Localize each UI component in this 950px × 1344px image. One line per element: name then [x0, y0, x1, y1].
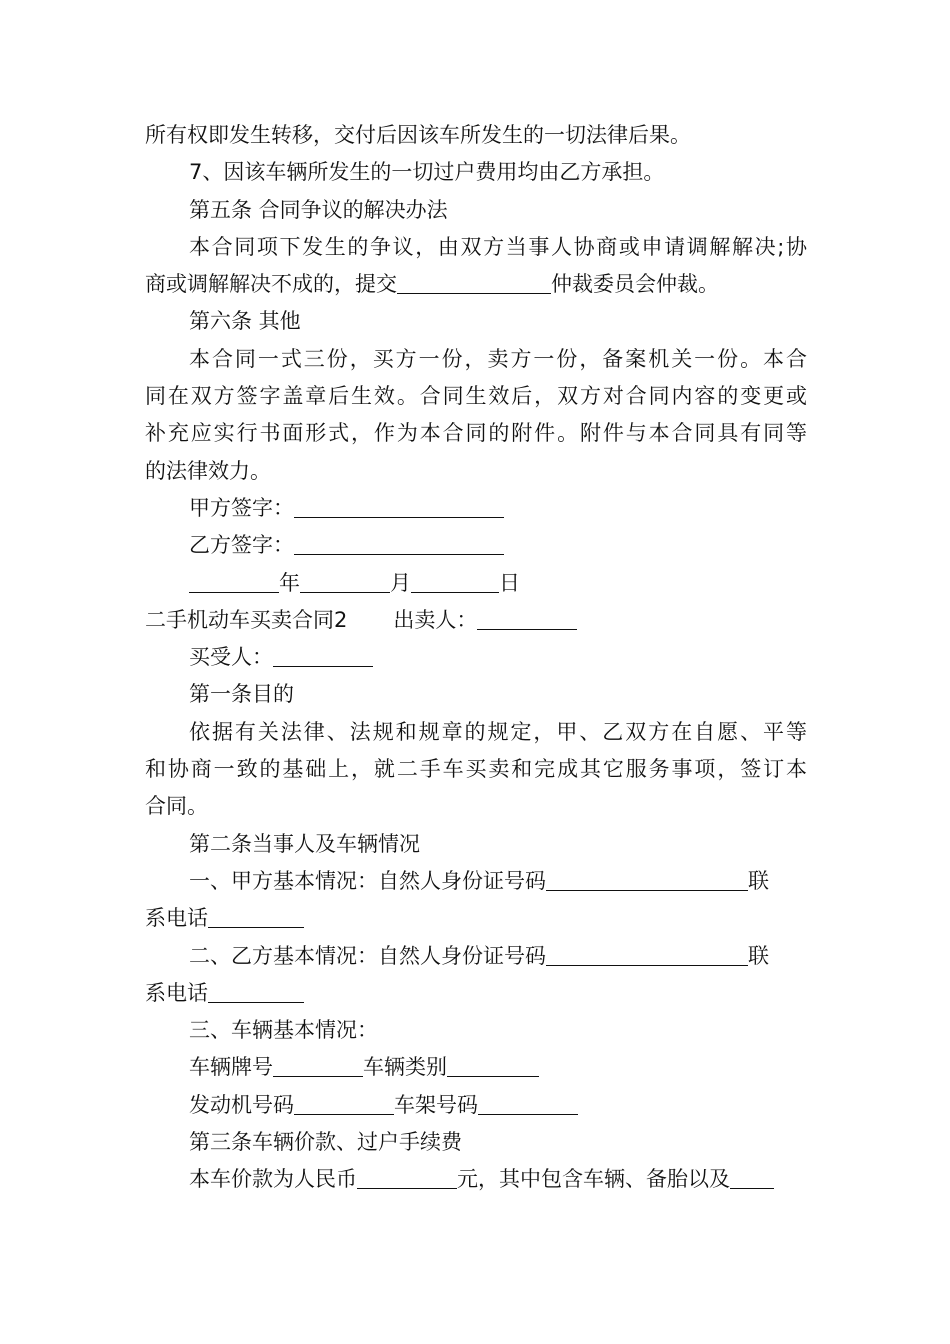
section-heading: 第二条当事人及车辆情况 [189, 831, 420, 856]
text-segment: 二、乙方基本情况：自然人身份证号码 [189, 943, 546, 968]
blank-signature-a [294, 493, 504, 518]
paragraph-line: 补充应实行书面形式，作为本合同的附件。附件与本合同具有同等 [145, 421, 807, 446]
paragraph-line: 依据有关法律、法规和规章的规定，甲、乙双方在自愿、平等 [189, 719, 807, 744]
price-line [145, 1161, 807, 1198]
paragraph-line: 和协商一致的基础上，就二手车买卖和完成其它服务事项，签订本 [145, 757, 807, 782]
section-heading: 第五条 合同争议的解决办法 [189, 197, 448, 222]
party-a-info-line [145, 863, 807, 900]
paragraph-line [145, 266, 807, 303]
blank-included-items [730, 1164, 774, 1189]
seller-label: 出卖人： [393, 607, 478, 632]
section-heading: 三、车辆基本情况： [189, 1018, 378, 1043]
blank-party-b-id [546, 941, 748, 966]
vehicle-engine-line [145, 1087, 807, 1124]
blank-party-a-phone [208, 903, 304, 928]
text-segment: 本车价款为人民币 [189, 1167, 357, 1192]
text-segment: 元，其中包含车辆、备胎以及 [457, 1167, 730, 1192]
date-day-label: 日 [499, 570, 520, 595]
text-segment: 一、甲方基本情况：自然人身份证号码 [189, 868, 546, 893]
blank-buyer [273, 642, 373, 667]
text-segment: 车辆类别 [363, 1055, 447, 1080]
blank-day [411, 568, 499, 593]
blank-party-a-id [546, 866, 748, 891]
phone-label: 系电话 [145, 980, 208, 1005]
signature-label: 乙方签字： [189, 533, 294, 558]
text-segment: 联 [748, 943, 769, 968]
date-year-label: 年 [279, 570, 300, 595]
text-segment: 发动机号码 [189, 1092, 294, 1117]
blank-arbitration-committee [397, 269, 551, 294]
paragraph-line: 所有权即发生转移，交付后因该车所发生的一切法律后果。 [145, 123, 691, 147]
text-segment: 商或调解解决不成的，提交 [145, 272, 397, 297]
section-heading: 第六条 其他 [189, 309, 301, 334]
blank-year [189, 568, 279, 593]
text-segment: 车架号码 [394, 1092, 478, 1117]
contract-title: 二手机动车买卖合同2 [145, 607, 348, 632]
party-b-phone-line [145, 975, 807, 1012]
blank-seller [477, 605, 577, 630]
blank-engine-no [294, 1090, 394, 1115]
text-segment: 仲裁委员会仲裁。 [551, 272, 719, 297]
paragraph-line: 同在双方签字盖章后生效。合同生效后，双方对合同内容的变更或 [145, 384, 807, 409]
signature-line-party-b [145, 527, 807, 564]
text-segment: 联 [748, 868, 769, 893]
date-line [145, 565, 807, 602]
buyer-line [145, 639, 807, 676]
blank-vehicle-type [447, 1052, 539, 1077]
text-segment: 车辆牌号 [189, 1055, 273, 1080]
blank-frame-no [478, 1090, 578, 1115]
blank-plate [273, 1052, 363, 1077]
paragraph-line: 7、因该车辆所发生的一切过户费用均由乙方承担。 [189, 160, 665, 185]
signature-label: 甲方签字： [189, 495, 294, 520]
paragraph-line: 的法律效力。 [145, 458, 271, 483]
paragraph-line: 合同。 [145, 794, 208, 819]
document-body [145, 117, 807, 1199]
section-heading: 第三条车辆价款、过户手续费 [189, 1130, 462, 1155]
vehicle-plate-line [145, 1049, 807, 1086]
blank-price [357, 1164, 457, 1189]
paragraph-line: 本合同项下发生的争议，由双方当事人协商或申请调解解决;协 [189, 234, 807, 259]
party-a-phone-line [145, 900, 807, 937]
blank-party-b-phone [208, 978, 304, 1003]
blank-signature-b [294, 530, 504, 555]
signature-line-party-a [145, 490, 807, 527]
blank-month [300, 568, 390, 593]
section-heading: 第一条目的 [189, 682, 294, 707]
party-b-info-line [145, 938, 807, 975]
phone-label: 系电话 [145, 906, 208, 931]
buyer-label: 买受人： [189, 645, 273, 670]
paragraph-line: 本合同一式三份，买方一份，卖方一份，备案机关一份。本合 [189, 346, 807, 371]
date-month-label: 月 [390, 570, 411, 595]
contract-title-line [145, 602, 807, 639]
